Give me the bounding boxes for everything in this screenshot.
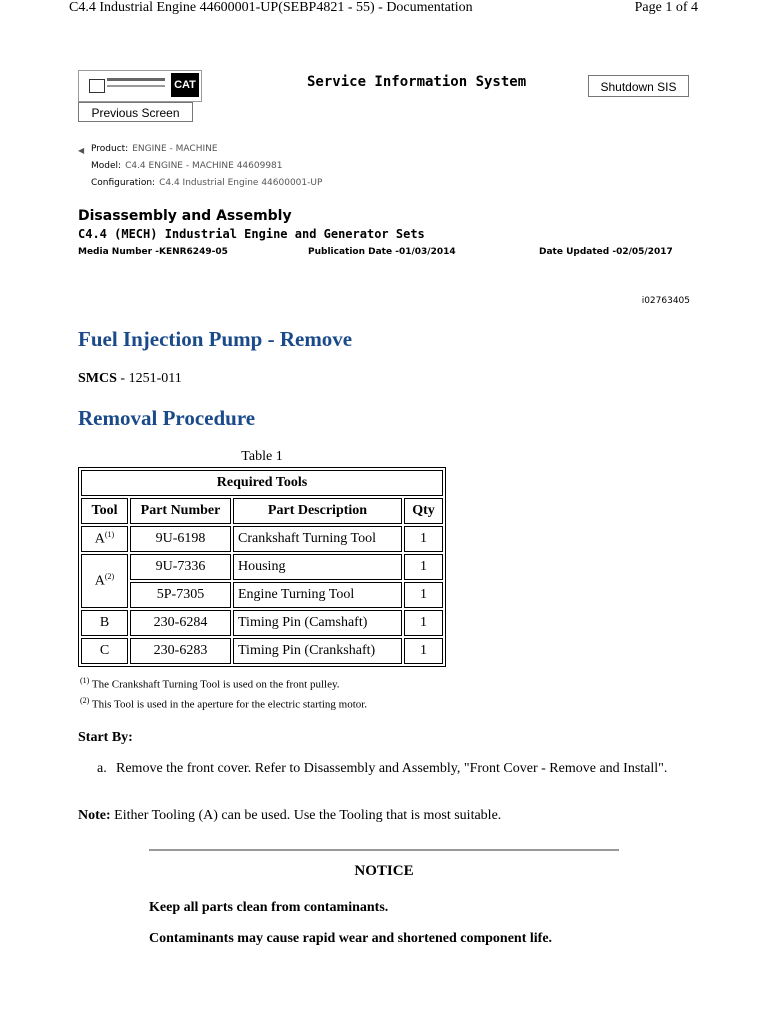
smcs-code: [78, 371, 182, 387]
document-subtitle: C4.4 (MECH) Industrial Engine and Generator Sets: [78, 227, 425, 241]
note-text: Either Tooling (A) can be used. Use the Tooling that is most suitable.: [110, 808, 502, 823]
product-value: ENGINE - MACHINE: [132, 144, 218, 154]
footnote-1: $^{(1)}$ The Crankshaft Turning Tool is used on the front pulley.: [80, 676, 340, 691]
procedure-title: Removal Procedure: [78, 406, 256, 430]
tool-cell: $A^{(2)}$: [81, 554, 128, 608]
notice-divider: [149, 849, 619, 851]
smcs-label: SMCS: [78, 371, 117, 386]
column-header: Tool: [81, 498, 128, 524]
product-label: Product:: [91, 144, 129, 154]
page-indicator: Page 1 of 4: [634, 0, 698, 15]
part-number-cell: 230-6284: [130, 610, 231, 636]
notice-line-1: Keep all parts clean from contaminants.: [149, 900, 389, 915]
publication-date: Publication Date -01/03/2014: [308, 247, 456, 257]
section-title: Disassembly and Assembly: [78, 208, 292, 224]
configuration-row: [91, 178, 322, 188]
qty-cell: 1: [404, 582, 443, 608]
configuration-label: Configuration:: [91, 178, 156, 188]
previous-screen-button[interactable]: Previous Screen: [78, 102, 193, 122]
step-text: Remove the front cover. Refer to Disassembly and Assembly, "Front Cover - Remove and Install".: [116, 761, 668, 776]
part-description-cell: Housing: [233, 554, 402, 580]
date-updated: Date Updated -02/05/2017: [539, 247, 673, 257]
model-row: [91, 161, 283, 171]
column-header: Part Description: [233, 498, 402, 524]
page-title: Fuel Injection Pump - Remove: [78, 327, 353, 351]
smcs-value: - 1251-011: [116, 371, 182, 386]
document-id: i02763405: [641, 296, 690, 306]
tool-cell: $A^{(1)}$: [81, 526, 128, 552]
tool-cell: B: [81, 610, 128, 636]
dealer-logo: [78, 70, 202, 102]
dealer-arabic-logo: [81, 73, 167, 97]
note-label: Note:: [78, 808, 111, 823]
notice-line-2: Contaminants may cause rapid wear and shortened component life.: [149, 931, 553, 946]
table-row: [81, 554, 443, 580]
table-row: [81, 582, 443, 608]
document-header-title: C4.4 Industrial Engine 44600001-UP(SEBP4821 - 55) - Documentation: [69, 0, 473, 15]
part-number-cell: 9U-7336: [130, 554, 231, 580]
step-label: a.: [97, 761, 107, 776]
part-description-cell: Engine Turning Tool: [233, 582, 402, 608]
part-description-cell: Timing Pin (Camshaft): [233, 610, 402, 636]
table-row: [81, 610, 443, 636]
part-number-cell: 5P-7305: [130, 582, 231, 608]
cat-logo: CAT: [171, 73, 199, 97]
part-number-cell: 230-6283: [130, 638, 231, 664]
tool-cell: C: [81, 638, 128, 664]
qty-cell: 1: [404, 526, 443, 552]
part-number-cell: 9U-6198: [130, 526, 231, 552]
table-row: [81, 526, 443, 552]
media-number: Media Number -KENR6249-05: [78, 247, 228, 257]
note: [78, 808, 501, 824]
sis-title: Service Information System: [307, 74, 527, 90]
qty-cell: 1: [404, 638, 443, 664]
configuration-value: C4.4 Industrial Engine 44600001-UP: [159, 178, 323, 188]
part-description-cell: Timing Pin (Crankshaft): [233, 638, 402, 664]
table-title: Required Tools: [81, 470, 443, 496]
column-header: Qty: [404, 498, 443, 524]
product-row: [91, 144, 218, 154]
column-header: Part Number: [130, 498, 231, 524]
table-row: [81, 638, 443, 664]
notice-title: NOTICE: [354, 863, 414, 879]
part-description-cell: Crankshaft Turning Tool: [233, 526, 402, 552]
qty-cell: 1: [404, 554, 443, 580]
table-caption: Table 1: [241, 449, 283, 464]
footnote-2: $^{(2)}$ This Tool is used in the aperture for the electric starting motor.: [80, 696, 368, 711]
required-tools-table: [78, 467, 446, 667]
model-value: C4.4 ENGINE - MACHINE 44609981: [125, 161, 283, 171]
qty-cell: 1: [404, 610, 443, 636]
start-by-label: Start By:: [78, 730, 133, 745]
collapse-arrow-icon[interactable]: ◀: [78, 146, 85, 155]
shutdown-sis-button[interactable]: Shutdown SIS: [588, 75, 689, 97]
model-label: Model:: [91, 161, 122, 171]
